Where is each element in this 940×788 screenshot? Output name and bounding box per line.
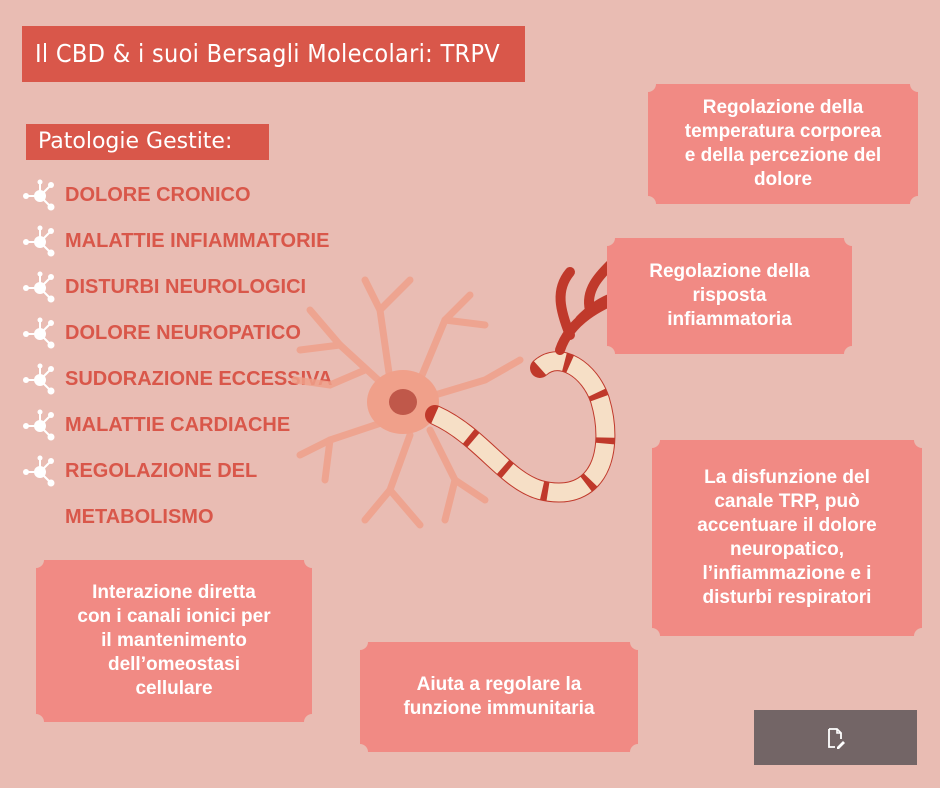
molecule-icon (20, 314, 60, 354)
card-corner (910, 76, 926, 92)
card-line: infiammatoria (667, 309, 792, 330)
card-corner (304, 552, 320, 568)
card-corner (640, 196, 656, 212)
molecule-icon (20, 406, 60, 446)
molecule-icon (20, 222, 60, 262)
card-line: cellulare (135, 678, 213, 699)
section-subtitle: Patologie Gestite: (26, 124, 269, 160)
molecule-icon (20, 360, 60, 400)
card-inflammatory (607, 238, 852, 354)
card-corner (644, 628, 660, 644)
card-line: La disfunzione del (704, 467, 870, 488)
card-line: dell’omeostasi (107, 654, 240, 675)
molecule-icon (20, 452, 60, 492)
card-line: con i canali ionici per (77, 606, 271, 627)
list-item (20, 172, 460, 218)
document-edit-icon (826, 727, 846, 749)
condition-label: SUDORAZIONE ECCESSIVA (65, 368, 333, 390)
card-immune (360, 642, 638, 752)
card-homeostasis (36, 560, 312, 722)
card-corner (910, 196, 926, 212)
card-line: neuropatico, (729, 539, 844, 560)
card-temperature (648, 84, 918, 204)
card-corner (630, 744, 646, 760)
card-line: funzione immunitaria (403, 698, 595, 719)
card-line: risposta (692, 285, 767, 306)
card-corner (844, 346, 860, 362)
card-line: canale TRP, può (714, 491, 860, 512)
card-corner (599, 230, 615, 246)
card-line: temperatura corporea (684, 121, 882, 142)
card-line: e della percezione del (684, 145, 882, 166)
card-line: Regolazione della (649, 261, 810, 282)
card-corner (352, 744, 368, 760)
card-corner (28, 714, 44, 730)
card-corner (844, 230, 860, 246)
card-corner (644, 432, 660, 448)
molecule-icon (20, 176, 60, 216)
card-corner (352, 634, 368, 650)
card-corner (304, 714, 320, 730)
card-dysfunction (652, 440, 922, 636)
condition-label: DISTURBI NEUROLOGICI (65, 276, 307, 298)
card-line: Aiuta a regolare la (416, 674, 582, 695)
card-corner (914, 432, 930, 448)
page-title: Il CBD & i suoi Bersagli Molecolari: TRPV (22, 26, 525, 82)
molecule-icon (20, 268, 60, 308)
card-corner (914, 628, 930, 644)
condition-label: REGOLAZIONE DEL (65, 460, 258, 482)
card-line: Regolazione della (702, 97, 864, 118)
card-corner (599, 346, 615, 362)
document-badge[interactable] (754, 710, 917, 765)
card-corner (630, 634, 646, 650)
card-line: accentuare il dolore (697, 515, 877, 536)
condition-label: MALATTIE CARDIACHE (65, 414, 291, 436)
card-line: dolore (753, 169, 813, 190)
condition-label: DOLORE CRONICO (65, 184, 251, 206)
condition-label: MALATTIE INFIAMMATORIE (65, 230, 330, 252)
card-line: l’infiammazione e i (702, 563, 872, 584)
card-line: Interazione diretta (92, 582, 256, 603)
card-line: il mantenimento (101, 630, 247, 651)
card-corner (640, 76, 656, 92)
card-corner (28, 552, 44, 568)
condition-label: METABOLISMO (65, 506, 214, 528)
condition-label: DOLORE NEUROPATICO (65, 322, 301, 344)
card-line: disturbi respiratori (702, 587, 872, 608)
